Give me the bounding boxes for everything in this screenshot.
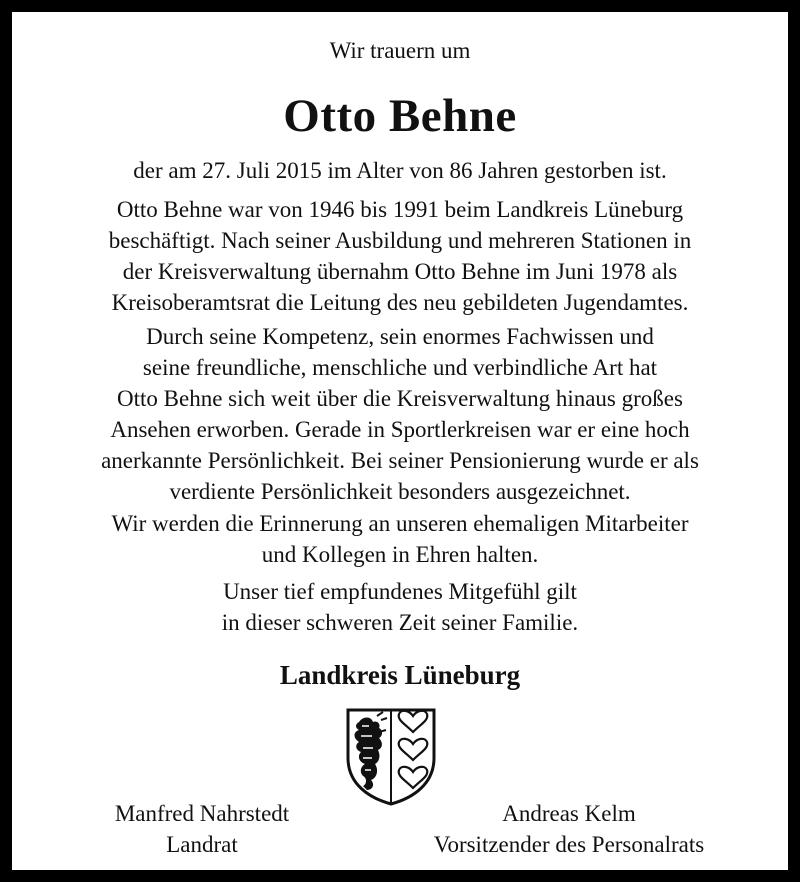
text-line: Kreisoberamtsrat die Leitung des neu gebildeten Jugendamtes. [111, 290, 689, 315]
coat-of-arms-icon [345, 706, 437, 806]
deceased-name: Otto Behne [283, 90, 517, 142]
signatory-name: Andreas Kelm [502, 801, 636, 826]
signatory-name: Manfred Nahrstedt [114, 801, 290, 826]
text-line: der Kreisverwaltung übernahm Otto Behne im Juni 1978 als [122, 259, 678, 284]
intro-text: Wir trauern um [329, 38, 471, 63]
memory-paragraph [12, 508, 788, 570]
death-statement [12, 155, 788, 186]
text-line: anerkannte Persönlichkeit. Bei seiner Pensionierung wurde er als [101, 448, 699, 473]
text-line: in dieser schweren Zeit seiner Familie. [221, 610, 579, 635]
tribute-paragraph [12, 321, 788, 507]
text-line: Otto Behne war von 1946 bis 1991 beim Landkreis Lüneburg [116, 197, 684, 222]
text-line: Unser tief empfundenes Mitgefühl gilt [223, 579, 577, 604]
signatory-right [404, 798, 734, 860]
career-paragraph [12, 194, 788, 318]
signatory-role: Landrat [166, 832, 238, 857]
text-line: seine freundliche, menschliche und verbindliche Art hat [142, 355, 658, 380]
text-line: und Kollegen in Ehren halten. [261, 542, 539, 567]
condolence-paragraph [12, 576, 788, 638]
signatory-role: Vorsitzender des Personalrats [433, 832, 705, 857]
text-line: verdiente Persönlichkeit besonders ausgezeichnet. [169, 479, 631, 504]
signatory-left [82, 798, 322, 860]
text-line: Ansehen erworben. Gerade in Sportlerkreisen war er eine hoch [110, 417, 690, 442]
text-line: Wir werden die Erinnerung an unseren ehemaligen Mitarbeiter [111, 511, 689, 536]
organization-name: Landkreis Lüneburg [279, 660, 521, 690]
text-line: Otto Behne sich weit über die Kreisverwaltung hinaus großes [117, 386, 683, 411]
text-line: Durch seine Kompetenz, sein enormes Fachwissen und [146, 324, 654, 349]
text-line: beschäftigt. Nach seiner Ausbildung und mehreren Stationen in [108, 228, 692, 253]
text-line: der am 27. Juli 2015 im Alter von 86 Jahren gestorben ist. [133, 158, 667, 183]
